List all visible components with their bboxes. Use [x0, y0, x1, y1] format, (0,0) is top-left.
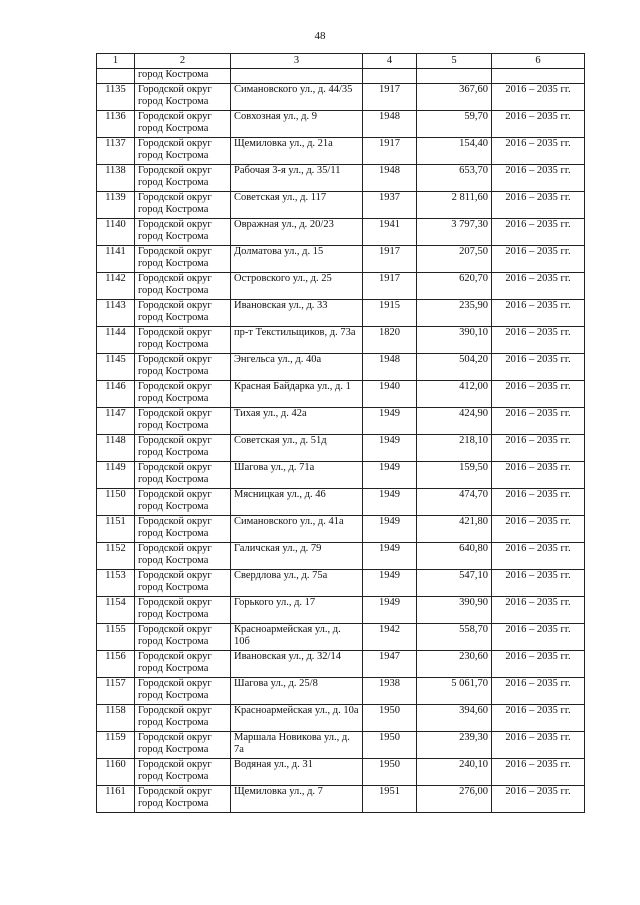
year-cell: 1948 — [363, 354, 417, 381]
address-cell: Маршала Новикова ул., д. 7а — [231, 732, 363, 759]
year-cell: 1949 — [363, 516, 417, 543]
owner-cell: Городской округ город Кострома — [135, 246, 231, 273]
year-cell: 1950 — [363, 732, 417, 759]
area-cell: 5 061,70 — [417, 678, 492, 705]
year-cell: 1942 — [363, 624, 417, 651]
owner-cell: город Кострома — [135, 69, 231, 84]
table-body — [97, 69, 585, 813]
column-header: 5 — [417, 54, 492, 69]
address-cell: Тихая ул., д. 42а — [231, 408, 363, 435]
year-cell: 1949 — [363, 462, 417, 489]
owner-cell: Городской округ город Кострома — [135, 651, 231, 678]
owner-cell: Городской округ город Кострома — [135, 705, 231, 732]
row-number: 1148 — [97, 435, 135, 462]
year-cell: 1940 — [363, 381, 417, 408]
period-cell: 2016 – 2035 гг. — [492, 597, 585, 624]
area-cell: 235,90 — [417, 300, 492, 327]
table-row — [97, 624, 585, 651]
year-cell — [363, 69, 417, 84]
year-cell: 1950 — [363, 759, 417, 786]
owner-cell: Городской округ город Кострома — [135, 624, 231, 651]
row-number: 1144 — [97, 327, 135, 354]
owner-cell: Городской округ город Кострома — [135, 354, 231, 381]
table-row — [97, 138, 585, 165]
table-row — [97, 219, 585, 246]
table-row — [97, 273, 585, 300]
owner-cell: Городской округ город Кострома — [135, 273, 231, 300]
owner-cell: Городской округ город Кострома — [135, 300, 231, 327]
period-cell: 2016 – 2035 гг. — [492, 138, 585, 165]
period-cell: 2016 – 2035 гг. — [492, 435, 585, 462]
address-cell — [231, 69, 363, 84]
table-row — [97, 786, 585, 813]
year-cell: 1917 — [363, 84, 417, 111]
address-cell: Ивановская ул., д. 33 — [231, 300, 363, 327]
owner-cell: Городской округ город Кострома — [135, 138, 231, 165]
owner-cell: Городской округ город Кострома — [135, 327, 231, 354]
owner-cell: Городской округ город Кострома — [135, 759, 231, 786]
column-header: 2 — [135, 54, 231, 69]
table-row — [97, 462, 585, 489]
year-cell: 1915 — [363, 300, 417, 327]
row-number: 1161 — [97, 786, 135, 813]
row-number: 1143 — [97, 300, 135, 327]
area-cell: 239,30 — [417, 732, 492, 759]
table-row — [97, 111, 585, 138]
table-row — [97, 300, 585, 327]
row-number: 1157 — [97, 678, 135, 705]
address-cell: Свердлова ул., д. 75а — [231, 570, 363, 597]
row-number: 1146 — [97, 381, 135, 408]
period-cell — [492, 69, 585, 84]
period-cell: 2016 – 2035 гг. — [492, 624, 585, 651]
period-cell: 2016 – 2035 гг. — [492, 84, 585, 111]
year-cell: 1951 — [363, 786, 417, 813]
owner-cell: Городской округ город Кострома — [135, 570, 231, 597]
table-row — [97, 678, 585, 705]
row-number: 1156 — [97, 651, 135, 678]
address-cell: Щемиловка ул., д. 21а — [231, 138, 363, 165]
area-cell: 558,70 — [417, 624, 492, 651]
address-cell: Энгельса ул., д. 40а — [231, 354, 363, 381]
owner-cell: Городской округ город Кострома — [135, 732, 231, 759]
owner-cell: Городской округ город Кострома — [135, 786, 231, 813]
area-cell: 276,00 — [417, 786, 492, 813]
address-cell: Советская ул., д. 117 — [231, 192, 363, 219]
period-cell: 2016 – 2035 гг. — [492, 462, 585, 489]
row-number: 1152 — [97, 543, 135, 570]
row-number: 1138 — [97, 165, 135, 192]
owner-cell: Городской округ город Кострома — [135, 192, 231, 219]
year-cell: 1948 — [363, 111, 417, 138]
period-cell: 2016 – 2035 гг. — [492, 300, 585, 327]
area-cell: 412,00 — [417, 381, 492, 408]
year-cell: 1917 — [363, 138, 417, 165]
table-row — [97, 516, 585, 543]
area-cell: 653,70 — [417, 165, 492, 192]
period-cell: 2016 – 2035 гг. — [492, 165, 585, 192]
period-cell: 2016 – 2035 гг. — [492, 246, 585, 273]
address-cell: Ивановская ул., д. 32/14 — [231, 651, 363, 678]
year-cell: 1948 — [363, 165, 417, 192]
row-number: 1159 — [97, 732, 135, 759]
address-cell: Щемиловка ул., д. 7 — [231, 786, 363, 813]
address-cell: Шагова ул., д. 25/8 — [231, 678, 363, 705]
period-cell: 2016 – 2035 гг. — [492, 381, 585, 408]
row-number — [97, 69, 135, 84]
table-header — [97, 54, 585, 69]
row-number: 1151 — [97, 516, 135, 543]
area-cell: 207,50 — [417, 246, 492, 273]
area-cell: 547,10 — [417, 570, 492, 597]
row-number: 1139 — [97, 192, 135, 219]
table-row — [97, 705, 585, 732]
table-row — [97, 759, 585, 786]
column-header: 1 — [97, 54, 135, 69]
period-cell: 2016 – 2035 гг. — [492, 354, 585, 381]
year-cell: 1949 — [363, 408, 417, 435]
column-number-row — [97, 54, 585, 69]
address-cell: Галичская ул., д. 79 — [231, 543, 363, 570]
area-cell: 504,20 — [417, 354, 492, 381]
owner-cell: Городской округ город Кострома — [135, 408, 231, 435]
year-cell: 1820 — [363, 327, 417, 354]
period-cell: 2016 – 2035 гг. — [492, 408, 585, 435]
table-row — [97, 408, 585, 435]
address-cell: Горького ул., д. 17 — [231, 597, 363, 624]
owner-cell: Городской округ город Кострома — [135, 516, 231, 543]
table-row — [97, 84, 585, 111]
table-row — [97, 597, 585, 624]
period-cell: 2016 – 2035 гг. — [492, 327, 585, 354]
owner-cell: Городской округ город Кострома — [135, 84, 231, 111]
address-cell: Совхозная ул., д. 9 — [231, 111, 363, 138]
area-cell: 474,70 — [417, 489, 492, 516]
table-row — [97, 489, 585, 516]
continuation-row — [97, 69, 585, 84]
table-row — [97, 354, 585, 381]
area-cell: 640,80 — [417, 543, 492, 570]
owner-cell: Городской округ город Кострома — [135, 543, 231, 570]
row-number: 1145 — [97, 354, 135, 381]
area-cell: 367,60 — [417, 84, 492, 111]
period-cell: 2016 – 2035 гг. — [492, 651, 585, 678]
area-cell — [417, 69, 492, 84]
owner-cell: Городской округ город Кострома — [135, 219, 231, 246]
period-cell: 2016 – 2035 гг. — [492, 111, 585, 138]
period-cell: 2016 – 2035 гг. — [492, 192, 585, 219]
year-cell: 1949 — [363, 489, 417, 516]
address-cell: Рабочая 3-я ул., д. 35/11 — [231, 165, 363, 192]
row-number: 1142 — [97, 273, 135, 300]
row-number: 1160 — [97, 759, 135, 786]
column-header: 4 — [363, 54, 417, 69]
owner-cell: Городской округ город Кострома — [135, 489, 231, 516]
row-number: 1141 — [97, 246, 135, 273]
address-cell: Симановского ул., д. 44/35 — [231, 84, 363, 111]
table-row — [97, 192, 585, 219]
area-cell: 394,60 — [417, 705, 492, 732]
address-cell: Красноармейская ул., д. 10б — [231, 624, 363, 651]
row-number: 1153 — [97, 570, 135, 597]
address-cell: Долматова ул., д. 15 — [231, 246, 363, 273]
period-cell: 2016 – 2035 гг. — [492, 516, 585, 543]
area-cell: 424,90 — [417, 408, 492, 435]
address-cell: Советская ул., д. 51д — [231, 435, 363, 462]
table-row — [97, 327, 585, 354]
address-cell: Овражная ул., д. 20/23 — [231, 219, 363, 246]
table-row — [97, 570, 585, 597]
address-cell: Мясницкая ул., д. 46 — [231, 489, 363, 516]
address-cell: Островского ул., д. 25 — [231, 273, 363, 300]
year-cell: 1937 — [363, 192, 417, 219]
table-row — [97, 435, 585, 462]
housing-registry-table — [96, 53, 585, 813]
owner-cell: Городской округ город Кострома — [135, 435, 231, 462]
table-row — [97, 165, 585, 192]
area-cell: 390,90 — [417, 597, 492, 624]
column-header: 3 — [231, 54, 363, 69]
year-cell: 1949 — [363, 570, 417, 597]
year-cell: 1938 — [363, 678, 417, 705]
address-cell: Красноармейская ул., д. 10а — [231, 705, 363, 732]
period-cell: 2016 – 2035 гг. — [492, 219, 585, 246]
address-cell: Шагова ул., д. 71а — [231, 462, 363, 489]
row-number: 1155 — [97, 624, 135, 651]
row-number: 1154 — [97, 597, 135, 624]
page-number: 48 — [314, 30, 326, 42]
owner-cell: Городской округ город Кострома — [135, 111, 231, 138]
address-cell: Водяная ул., д. 31 — [231, 759, 363, 786]
row-number: 1158 — [97, 705, 135, 732]
area-cell: 154,40 — [417, 138, 492, 165]
year-cell: 1917 — [363, 273, 417, 300]
period-cell: 2016 – 2035 гг. — [492, 543, 585, 570]
period-cell: 2016 – 2035 гг. — [492, 678, 585, 705]
area-cell: 390,10 — [417, 327, 492, 354]
year-cell: 1949 — [363, 543, 417, 570]
address-cell: пр-т Текстильщиков, д. 73а — [231, 327, 363, 354]
address-cell: Красная Байдарка ул., д. 1 — [231, 381, 363, 408]
area-cell: 620,70 — [417, 273, 492, 300]
row-number: 1137 — [97, 138, 135, 165]
owner-cell: Городской округ город Кострома — [135, 597, 231, 624]
owner-cell: Городской округ город Кострома — [135, 462, 231, 489]
row-number: 1147 — [97, 408, 135, 435]
row-number: 1135 — [97, 84, 135, 111]
table-row — [97, 246, 585, 273]
year-cell: 1949 — [363, 435, 417, 462]
area-cell: 159,50 — [417, 462, 492, 489]
row-number: 1150 — [97, 489, 135, 516]
area-cell: 3 797,30 — [417, 219, 492, 246]
area-cell: 230,60 — [417, 651, 492, 678]
row-number: 1136 — [97, 111, 135, 138]
area-cell: 421,80 — [417, 516, 492, 543]
period-cell: 2016 – 2035 гг. — [492, 489, 585, 516]
year-cell: 1947 — [363, 651, 417, 678]
period-cell: 2016 – 2035 гг. — [492, 786, 585, 813]
area-cell: 59,70 — [417, 111, 492, 138]
area-cell: 218,10 — [417, 435, 492, 462]
year-cell: 1941 — [363, 219, 417, 246]
table-row — [97, 732, 585, 759]
area-cell: 240,10 — [417, 759, 492, 786]
year-cell: 1949 — [363, 597, 417, 624]
owner-cell: Городской округ город Кострома — [135, 381, 231, 408]
period-cell: 2016 – 2035 гг. — [492, 705, 585, 732]
table-row — [97, 651, 585, 678]
year-cell: 1917 — [363, 246, 417, 273]
owner-cell: Городской округ город Кострома — [135, 678, 231, 705]
period-cell: 2016 – 2035 гг. — [492, 273, 585, 300]
table-row — [97, 381, 585, 408]
row-number: 1140 — [97, 219, 135, 246]
area-cell: 2 811,60 — [417, 192, 492, 219]
period-cell: 2016 – 2035 гг. — [492, 570, 585, 597]
column-header: 6 — [492, 54, 585, 69]
owner-cell: Городской округ город Кострома — [135, 165, 231, 192]
table-row — [97, 543, 585, 570]
address-cell: Симановского ул., д. 41а — [231, 516, 363, 543]
row-number: 1149 — [97, 462, 135, 489]
period-cell: 2016 – 2035 гг. — [492, 759, 585, 786]
period-cell: 2016 – 2035 гг. — [492, 732, 585, 759]
year-cell: 1950 — [363, 705, 417, 732]
